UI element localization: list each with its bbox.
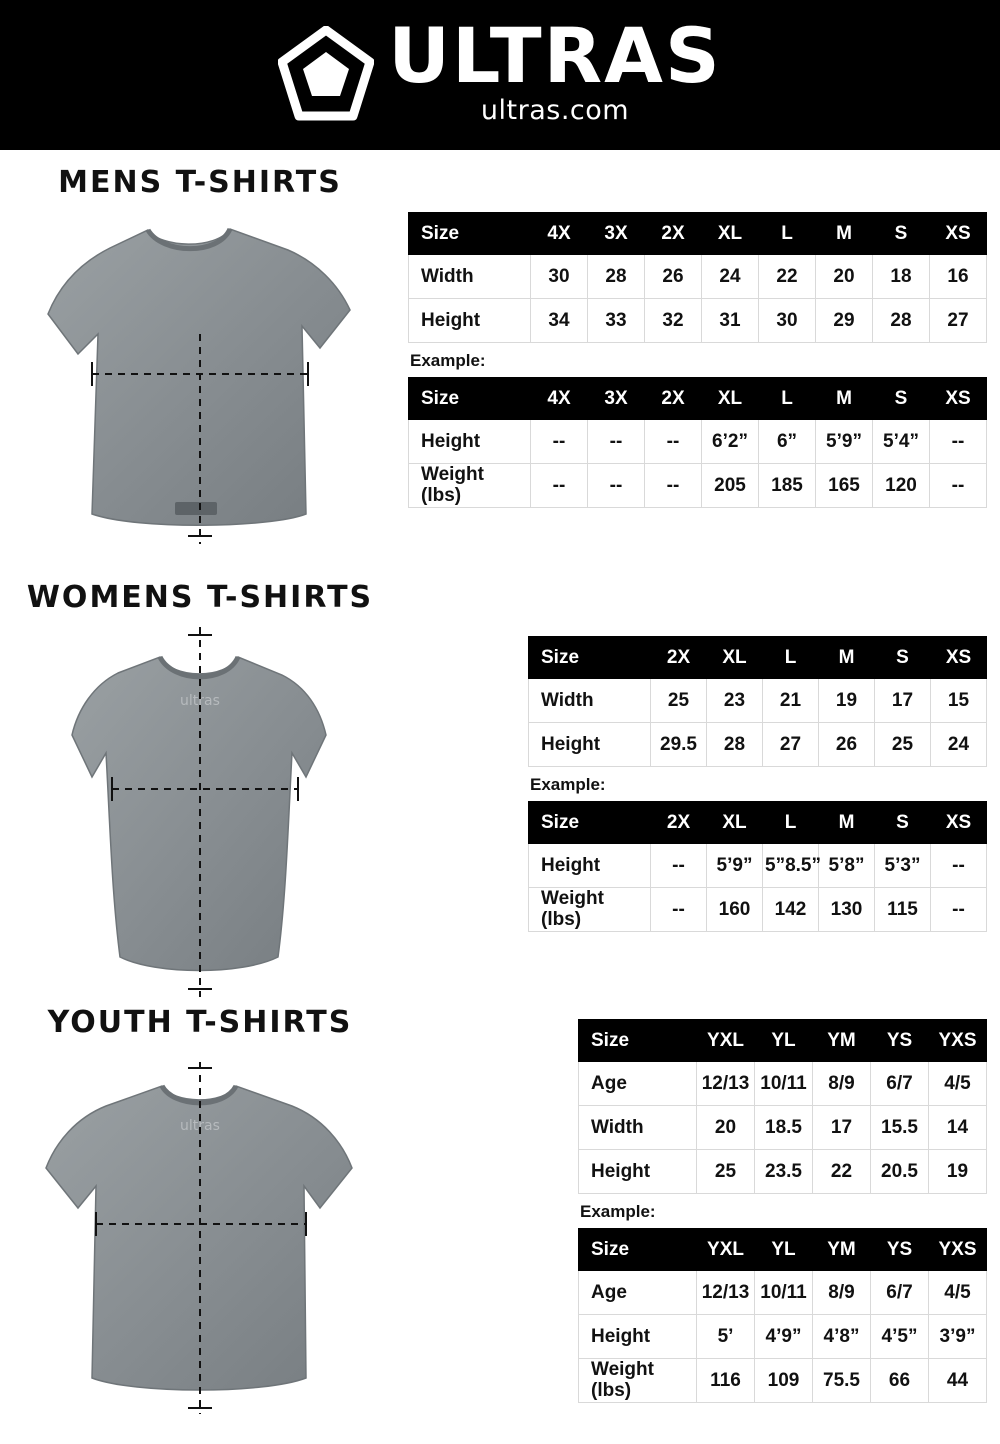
cell: 12/13 [697, 1271, 755, 1315]
table-row [409, 420, 987, 464]
cell: 19 [819, 679, 875, 723]
col-header: Size [529, 802, 651, 844]
cell: 12/13 [697, 1062, 755, 1106]
cell: 22 [759, 255, 816, 299]
cell: 130 [819, 888, 875, 932]
col-header: Size [529, 637, 651, 679]
row-header: Height [579, 1315, 697, 1359]
cell: 25 [651, 679, 707, 723]
womens-size-table [528, 636, 987, 767]
cell: 142 [763, 888, 819, 932]
col-header: 4X [531, 378, 588, 420]
cell: -- [931, 844, 987, 888]
youth-tshirt-illustration [20, 1052, 380, 1422]
col-header: 2X [651, 802, 707, 844]
row-header: Width [409, 255, 531, 299]
cell: 4’9” [755, 1315, 813, 1359]
womens-section-left [20, 580, 380, 997]
cell: 4’5” [871, 1315, 929, 1359]
cell: 4/5 [929, 1062, 987, 1106]
table-row [579, 1062, 987, 1106]
brand-url: ultras.com [480, 94, 630, 126]
col-header: XS [930, 213, 987, 255]
col-header: M [819, 637, 875, 679]
col-header: Size [409, 378, 531, 420]
mens-section-left [20, 165, 380, 544]
cell: 5”8.5” [763, 844, 819, 888]
cell: 10/11 [755, 1062, 813, 1106]
col-header: M [819, 802, 875, 844]
mens-example-label: Example: [410, 351, 486, 370]
cell: 33 [588, 299, 645, 343]
col-header: L [763, 802, 819, 844]
cell: 44 [929, 1359, 987, 1403]
col-header: XL [702, 378, 759, 420]
cell: 6’2” [702, 420, 759, 464]
cell: 29 [816, 299, 873, 343]
col-header: 3X [588, 213, 645, 255]
cell: 22 [813, 1150, 871, 1194]
col-header: YM [813, 1229, 871, 1271]
cell: 29.5 [651, 723, 707, 767]
cell: 34 [531, 299, 588, 343]
youth-tables [578, 1019, 986, 1403]
cell: 26 [819, 723, 875, 767]
col-header: YM [813, 1020, 871, 1062]
table-row [529, 723, 987, 767]
cell: -- [931, 888, 987, 932]
cell: -- [588, 420, 645, 464]
cell: 28 [707, 723, 763, 767]
youth-section-title: YOUTH T-SHIRTS [47, 1005, 353, 1040]
col-header: S [873, 378, 930, 420]
cell: 75.5 [813, 1359, 871, 1403]
womens-example-table [528, 801, 987, 932]
col-header: YXL [697, 1229, 755, 1271]
cell: -- [531, 420, 588, 464]
col-header: XL [702, 213, 759, 255]
col-header: XL [707, 802, 763, 844]
col-header: Size [579, 1020, 697, 1062]
cell: 20.5 [871, 1150, 929, 1194]
row-header: Height [409, 420, 531, 464]
page-header [0, 0, 1000, 150]
cell: 31 [702, 299, 759, 343]
svg-text:ultras: ultras [180, 1118, 220, 1134]
mens-tables [408, 212, 986, 508]
col-header: XL [707, 637, 763, 679]
cell: 165 [816, 464, 873, 508]
col-header: M [816, 213, 873, 255]
youth-example-table [578, 1228, 987, 1403]
cell: 4’8” [813, 1315, 871, 1359]
cell: 185 [759, 464, 816, 508]
cell: 5’ [697, 1315, 755, 1359]
svg-text:ultras: ultras [180, 693, 220, 709]
cell: 17 [875, 679, 931, 723]
col-header: YS [871, 1020, 929, 1062]
table-header-row [579, 1020, 987, 1062]
table-header-row [529, 637, 987, 679]
cell: 116 [697, 1359, 755, 1403]
table-row [529, 888, 987, 932]
table-row [409, 299, 987, 343]
col-header: XS [930, 378, 987, 420]
col-header: S [873, 213, 930, 255]
mens-section-title: MENS T-SHIRTS [58, 165, 342, 200]
col-header: YS [871, 1229, 929, 1271]
col-header: YL [755, 1229, 813, 1271]
col-header: 3X [588, 378, 645, 420]
col-header: XS [931, 637, 987, 679]
cell: 30 [531, 255, 588, 299]
cell: 26 [645, 255, 702, 299]
cell: -- [531, 464, 588, 508]
col-header: YXS [929, 1229, 987, 1271]
cell: 4/5 [929, 1271, 987, 1315]
row-header: Weight (lbs) [409, 464, 531, 508]
mens-size-table [408, 212, 987, 343]
table-row [579, 1315, 987, 1359]
row-header: Age [579, 1271, 697, 1315]
cell: 24 [702, 255, 759, 299]
row-header: Width [579, 1106, 697, 1150]
womens-tshirt-illustration [20, 627, 380, 997]
youth-example-label: Example: [580, 1202, 656, 1221]
cell: 5’8” [819, 844, 875, 888]
cell: 24 [931, 723, 987, 767]
cell: 160 [707, 888, 763, 932]
cell: 27 [763, 723, 819, 767]
table-row [529, 844, 987, 888]
col-header: M [816, 378, 873, 420]
col-header: L [763, 637, 819, 679]
cell: -- [930, 464, 987, 508]
cell: 18 [873, 255, 930, 299]
cell: 18.5 [755, 1106, 813, 1150]
cell: -- [588, 464, 645, 508]
cell: 10/11 [755, 1271, 813, 1315]
cell: 5’9” [707, 844, 763, 888]
table-row [529, 679, 987, 723]
brand-text [388, 10, 722, 126]
cell: 205 [702, 464, 759, 508]
cell: 6/7 [871, 1271, 929, 1315]
row-header: Height [529, 844, 651, 888]
row-header: Width [529, 679, 651, 723]
table-row [579, 1150, 987, 1194]
mens-tshirt-illustration [20, 214, 380, 544]
womens-tables [528, 636, 986, 932]
cell: 8/9 [813, 1271, 871, 1315]
row-header: Weight (lbs) [579, 1359, 697, 1403]
row-header: Height [529, 723, 651, 767]
cell: 25 [697, 1150, 755, 1194]
cell: 109 [755, 1359, 813, 1403]
cell: 23.5 [755, 1150, 813, 1194]
col-header: 4X [531, 213, 588, 255]
table-row [409, 255, 987, 299]
cell: 16 [930, 255, 987, 299]
cell: 5’3” [875, 844, 931, 888]
cell: 28 [873, 299, 930, 343]
mens-example-table [408, 377, 987, 508]
youth-size-table [578, 1019, 987, 1194]
table-row [579, 1359, 987, 1403]
cell: 28 [588, 255, 645, 299]
youth-section-left [20, 1005, 380, 1422]
cell: 66 [871, 1359, 929, 1403]
cell: 120 [873, 464, 930, 508]
cell: 21 [763, 679, 819, 723]
cell: 6” [759, 420, 816, 464]
col-header: L [759, 213, 816, 255]
col-header: YXL [697, 1020, 755, 1062]
row-header: Height [409, 299, 531, 343]
col-header: XS [931, 802, 987, 844]
brand-block [278, 10, 722, 131]
cell: 8/9 [813, 1062, 871, 1106]
cell: 27 [930, 299, 987, 343]
table-header-row [409, 213, 987, 255]
cell: 3’9” [929, 1315, 987, 1359]
cell: 15 [931, 679, 987, 723]
col-header: YXS [929, 1020, 987, 1062]
cell: -- [930, 420, 987, 464]
cell: -- [645, 420, 702, 464]
brand-name: ULTRAS [388, 10, 722, 100]
row-header: Weight (lbs) [529, 888, 651, 932]
col-header: Size [409, 213, 531, 255]
cell: 6/7 [871, 1062, 929, 1106]
row-header: Age [579, 1062, 697, 1106]
table-row [579, 1106, 987, 1150]
cell: 17 [813, 1106, 871, 1150]
cell: 23 [707, 679, 763, 723]
cell: 5’4” [873, 420, 930, 464]
table-header-row [579, 1229, 987, 1271]
cell: 20 [697, 1106, 755, 1150]
cell: 5’9” [816, 420, 873, 464]
cell: 15.5 [871, 1106, 929, 1150]
col-header: Size [579, 1229, 697, 1271]
cell: 20 [816, 255, 873, 299]
cell: 25 [875, 723, 931, 767]
row-header: Height [579, 1150, 697, 1194]
cell: -- [645, 464, 702, 508]
table-header-row [529, 802, 987, 844]
cell: 30 [759, 299, 816, 343]
col-header: S [875, 802, 931, 844]
col-header: YL [755, 1020, 813, 1062]
cell: 32 [645, 299, 702, 343]
col-header: 2X [651, 637, 707, 679]
cell: -- [651, 844, 707, 888]
cell: 14 [929, 1106, 987, 1150]
womens-section-title: WOMENS T-SHIRTS [26, 580, 374, 615]
table-header-row [409, 378, 987, 420]
cell: 19 [929, 1150, 987, 1194]
womens-example-label: Example: [530, 775, 606, 794]
cell: 115 [875, 888, 931, 932]
pentagon-logo-icon [278, 26, 374, 131]
cell: -- [651, 888, 707, 932]
col-header: L [759, 378, 816, 420]
col-header: 2X [645, 378, 702, 420]
table-row [579, 1271, 987, 1315]
col-header: S [875, 637, 931, 679]
table-row [409, 464, 987, 508]
col-header: 2X [645, 213, 702, 255]
